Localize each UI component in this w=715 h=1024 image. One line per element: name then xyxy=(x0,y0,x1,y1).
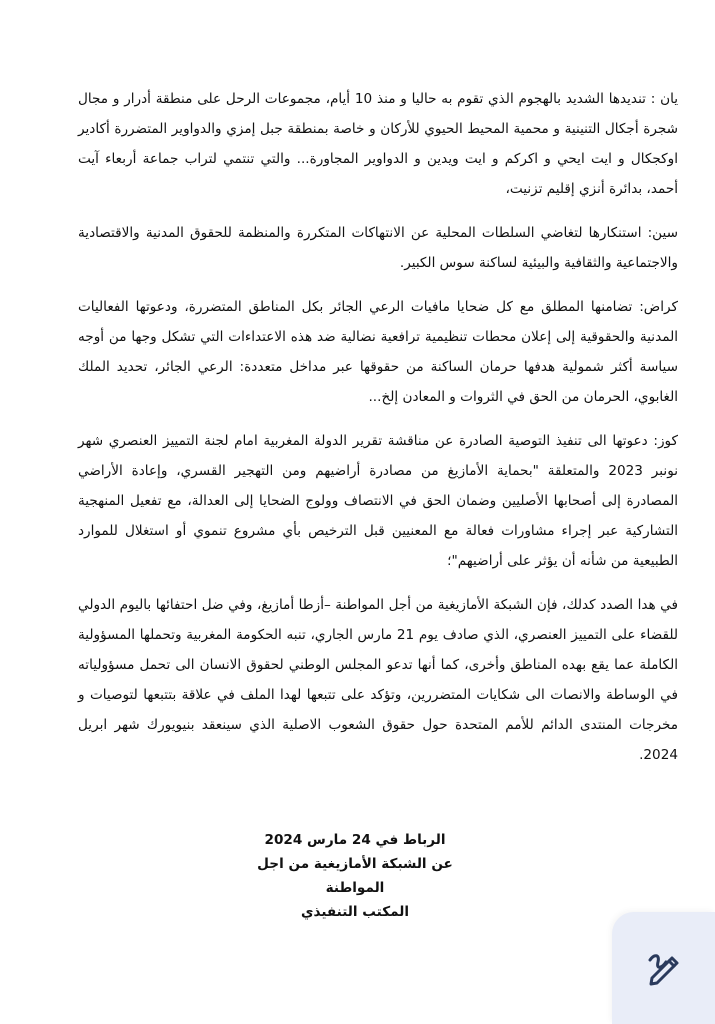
signatory-office: المكتب التنفيذي xyxy=(301,904,409,920)
signatory-organization: عن الشبكة الأمازيغية من اجل المواطنة xyxy=(257,856,453,896)
paragraph-sin: سين: استنكارها لتغاضي السلطات المحلية عن الانتهاكات المتكررة والمنظمة للحقوق المدنية والاقتصادية والاجتماعية والثقافية والبيئية لساكنة سوس الكبير. xyxy=(78,225,678,271)
paragraph-yan: يان : تنديدها الشديد بالهجوم الذي تقوم به حاليا و منذ 10 أيام، مجموعات الرحل على منطقة أدرار و مجال شجرة أجكال التنينية و محمية المحيط الحيوي للأركان و خاصة بمنطقة جبل إمزي والدواوير المتضررة أكادير اوكجكال و ايت ايحي و اكركم و ايت ويدين و الدواوير المجاورة... والتي تنتمي لتراب جماعة أربعاء آيت أحمد، بدائرة أنزي إقليم تزنيت، xyxy=(78,91,678,197)
signature-block xyxy=(230,828,480,924)
paragraph-closing: في هدا الصدد كدلك، فإن الشبكة الأمازيغية من أجل المواطنة –أزطا أمازيغ، وفي ضل احتفائها باليوم الدولي للقضاء على التمييز العنصري، الذي صادف يوم 21 مارس الجاري، تنبه الحكومة المغربية وتحملها المسؤولية الكاملة عما يقع بهده المناطق وأخرى، كما أنها تدعو المجلس الوطني لحقوق الانسان الى تحمل مسؤولياته في الوساطة والانصات الى شكايات المتضررين، وتؤكد على تتبعها لهدا الملف في علاقة بتتبعها لتوصيات و مخرجات المنتدى الدائم للأمم المتحدة حول حقوق الشعوب الاصلية الذي سينعقد بنيويورك شهر ابريل 2024. xyxy=(78,597,678,763)
document-body xyxy=(78,84,678,770)
paragraph-koz: كوز: دعوتها الى تنفيذ التوصية الصادرة عن مناقشة تقرير الدولة المغربية امام لجنة التمييز العنصري شهر نونبر 2023 والمتعلقة "بحماية الأمازيغ من مصادرة أراضيهم ومن التهجير القسري، وإعادة الأراضي المصادرة إلى أصحابها الأصليين وضمان الحق في الانتصاف وولوج الضحايا إلى العدالة، مع تفعيل المنهجية التشاركية عبر إجراء مشاورات فعالة مع المعنيين قبل الترخيص بأي مشروع تنموي أو استغلال للموارد الطبيعية من شأنه أن يؤثر على أراضيهم"؛ xyxy=(78,433,678,569)
edit-button[interactable] xyxy=(612,912,715,1024)
pen-edit-icon xyxy=(642,946,686,990)
paragraph-krad: كراض: تضامنها المطلق مع كل ضحايا مافيات الرعي الجائر بكل المناطق المتضررة، ودعوتها الفعاليات المدنية والحقوقية إلى إعلان محطات تنظيمية ترافعية نضالية ضد هذه الاعتداءات التي تشكل وجها من أوجه سياسة أكثر شمولية هدفها حرمان الساكنة من حقوقها عبر مداخل متعددة: الرعي الجائر، تحديد الملك الغابوي، الحرمان من الحق في الثروات و المعادن إلخ... xyxy=(78,299,678,405)
place-date: الرباط في 24 مارس 2024 xyxy=(264,832,446,848)
